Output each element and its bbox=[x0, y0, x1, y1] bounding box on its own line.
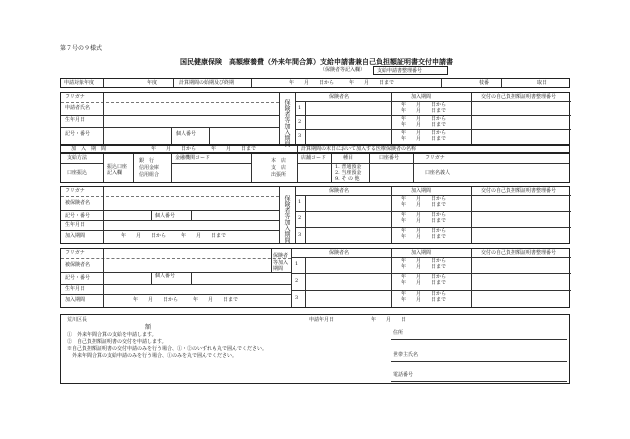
s2-row1-to: 年 月 日まで bbox=[401, 202, 447, 208]
footer-line-1: ① 外来年間合算の支給を申請します。 bbox=[67, 332, 157, 338]
s1-birth-label: 生年月日 bbox=[65, 117, 86, 123]
s2-name-label: 被保険者名 bbox=[65, 200, 91, 206]
s3-join-col: 加入期間 bbox=[411, 250, 432, 256]
payment-method-value: 口座振込 bbox=[67, 170, 88, 176]
s3-symbol-label: 記号・番号 bbox=[65, 275, 91, 281]
s2-row2-to: 年 月 日まで bbox=[401, 218, 447, 224]
s1-row2-to: 年 月 日まで bbox=[401, 122, 447, 128]
s1-period-label: 加 入 期 間 bbox=[71, 146, 107, 152]
householder-label: 世帯主氏名 bbox=[393, 352, 419, 358]
s3-row-1: 1 bbox=[295, 261, 299, 267]
s2-birth-label: 生年月日 bbox=[65, 222, 86, 228]
section2 bbox=[60, 186, 570, 244]
s3-name-label: 被保険者名 bbox=[65, 262, 91, 268]
receipt-number-box[interactable] bbox=[373, 66, 448, 75]
s1-row-1: 1 bbox=[298, 105, 302, 111]
holder-furigana: フリガナ bbox=[425, 155, 445, 161]
footer-line-2: ② 自己負担額証明書の交付を申請します。 bbox=[67, 339, 167, 345]
s3-insurer-col: 保険者名 bbox=[329, 250, 350, 256]
s2-furigana: フリガナ bbox=[65, 188, 85, 194]
s2-row3-from: 年 月 日から bbox=[401, 228, 447, 234]
branch-type-2: 支 店 bbox=[271, 165, 287, 171]
branch-type-3: 出張所 bbox=[271, 172, 287, 178]
s3-insured-vertical: 保険者等加入期間 bbox=[273, 253, 289, 272]
s2-row3-to: 年 月 日まで bbox=[401, 234, 447, 240]
s1-row-3: 3 bbox=[298, 133, 302, 139]
branch-type-1: 本 店 bbox=[271, 158, 287, 164]
s3-furigana: フリガナ bbox=[65, 250, 85, 256]
holder-label: 口座名義人 bbox=[425, 170, 451, 176]
s1-insurer-col: 保険者名 bbox=[329, 94, 350, 100]
s3-personal-no: 個人番号 bbox=[155, 273, 176, 279]
s3-row-2: 2 bbox=[295, 278, 299, 284]
s2-insurer-col: 保険者名 bbox=[329, 188, 350, 194]
s3-row1-to: 年 月 日まで bbox=[401, 264, 447, 270]
s2-symbol-label: 記号・番号 bbox=[65, 213, 91, 219]
form-number: 第７号の９様式 bbox=[60, 45, 103, 52]
s2-row-2: 2 bbox=[298, 215, 302, 221]
s3-row3-to: 年 月 日まで bbox=[401, 297, 447, 303]
account-type-3: 9. そ の 他 bbox=[335, 176, 360, 182]
bank-type-3: 信用組合 bbox=[139, 172, 160, 178]
section3 bbox=[60, 248, 570, 308]
s2-personal-no: 個人番号 bbox=[155, 213, 176, 219]
s2-row2-from: 年 月 日から bbox=[401, 212, 447, 218]
s1-row-2: 2 bbox=[298, 119, 302, 125]
transfer-account-label: 振込口座記入欄 bbox=[107, 164, 128, 176]
address-label: 住所 bbox=[393, 330, 404, 336]
s1-row3-from: 年 月 日から bbox=[401, 130, 447, 136]
bank-type-2: 信用金庫 bbox=[139, 165, 160, 171]
bank-type-1: 銀 行 bbox=[139, 158, 155, 164]
account-type-2: 2. 当座預金 bbox=[335, 170, 362, 176]
footer-line-3: ※自己負担額証明書の交付申請のみを行う場合、①・②のいずれも丸で囲んでください。 bbox=[67, 346, 268, 352]
bank-code-label: 金融機関コード bbox=[175, 155, 211, 161]
s1-cert-col: 交付の自己負担額証明書整理番号 bbox=[481, 94, 557, 100]
request-date-value[interactable]: 年 月 日 bbox=[371, 317, 407, 323]
s1-period-note: 計算期間の末日において加入する医療保険者の名称 bbox=[301, 146, 417, 152]
s1-row1-from: 年 月 日から bbox=[401, 102, 447, 108]
fiscal-year-unit: 年度 bbox=[147, 80, 158, 86]
receipt-number-label: 支給申請書整理番号 bbox=[377, 68, 423, 74]
s3-birth-label: 生年月日 bbox=[65, 286, 86, 292]
s1-name-label: 申請者氏名 bbox=[65, 105, 91, 111]
account-type-1: 1. 普通預金 bbox=[335, 164, 362, 170]
period-label: 計算期間の始期及び終期 bbox=[179, 80, 235, 86]
s1-period-row bbox=[60, 145, 570, 153]
s3-cert-col: 交付の自己負担額証明書整理番号 bbox=[481, 250, 557, 256]
s1-row1-to: 年 月 日まで bbox=[401, 108, 447, 114]
s3-row3-from: 年 月 日から bbox=[401, 291, 447, 297]
s3-row2-to: 年 月 日まで bbox=[401, 280, 447, 286]
s1-join-col: 加入期間 bbox=[411, 94, 432, 100]
s2-row1-from: 年 月 日から bbox=[401, 196, 447, 202]
fiscal-year-label: 申請対象年度 bbox=[64, 80, 95, 86]
s1-period-text: 年 月 日から 年 月 日まで bbox=[151, 146, 257, 152]
s3-row-3: 3 bbox=[295, 295, 299, 301]
account-no-label: 口座番号 bbox=[379, 155, 400, 161]
s1-row2-from: 年 月 日から bbox=[401, 116, 447, 122]
s1-symbol-label: 記号・番号 bbox=[65, 131, 91, 137]
s3-period-label: 加入期間 bbox=[65, 297, 86, 303]
s1-row3-to: 年 月 日まで bbox=[401, 136, 447, 142]
phone-label: 電話番号 bbox=[393, 372, 414, 378]
s3-row2-from: 年 月 日から bbox=[401, 274, 447, 280]
s2-cert-col: 交付の自己負担額証明書整理番号 bbox=[481, 188, 557, 194]
s3-period-text: 年 月 日から 年 月 日まで bbox=[133, 297, 239, 303]
header-period-text: 年 月 日から 年 月 日まで bbox=[289, 80, 395, 86]
payment-section bbox=[60, 153, 570, 183]
account-type-label: 種目 bbox=[343, 155, 354, 161]
s2-join-col: 加入期間 bbox=[411, 188, 432, 194]
request-date-label: 申請年月日 bbox=[309, 317, 335, 323]
form-title: 国民健康保険 高額療養費（外来年間合算）支給申請書兼自己負担額証明書交付申請書 bbox=[180, 57, 453, 66]
s1-insured-vertical: 保険者等加入期間 bbox=[283, 99, 290, 147]
branch-code-label: 店舗コード bbox=[301, 155, 327, 161]
s2-period-text: 年 月 日から 年 月 日まで bbox=[121, 233, 227, 239]
s2-row-1: 1 bbox=[298, 199, 302, 205]
s3-row1-from: 年 月 日から bbox=[401, 258, 447, 264]
addressee: 荒川区長 bbox=[67, 317, 88, 323]
header-col-b: 枝番 bbox=[479, 80, 490, 86]
insurer-note: （保険者等記入欄） bbox=[320, 67, 366, 73]
s1-furigana: フリガナ bbox=[65, 94, 85, 100]
payment-method-label: 支給方法 bbox=[67, 155, 88, 161]
footer-line-4: 外来年間合算の支給申請のみを行う場合、①のみを丸で囲んでください。 bbox=[67, 353, 238, 359]
header-row bbox=[60, 78, 570, 88]
footer-heading: 額 bbox=[145, 324, 152, 331]
header-col-c: 取日 bbox=[537, 80, 548, 86]
s2-row-3: 3 bbox=[298, 232, 302, 238]
s2-period-label: 加入期間 bbox=[65, 233, 86, 239]
s1-personal-no: 個人番号 bbox=[176, 131, 197, 137]
section1 bbox=[60, 92, 570, 145]
s2-insured-vertical: 保険者等加入期間 bbox=[283, 195, 290, 243]
footer-declaration bbox=[60, 314, 570, 384]
